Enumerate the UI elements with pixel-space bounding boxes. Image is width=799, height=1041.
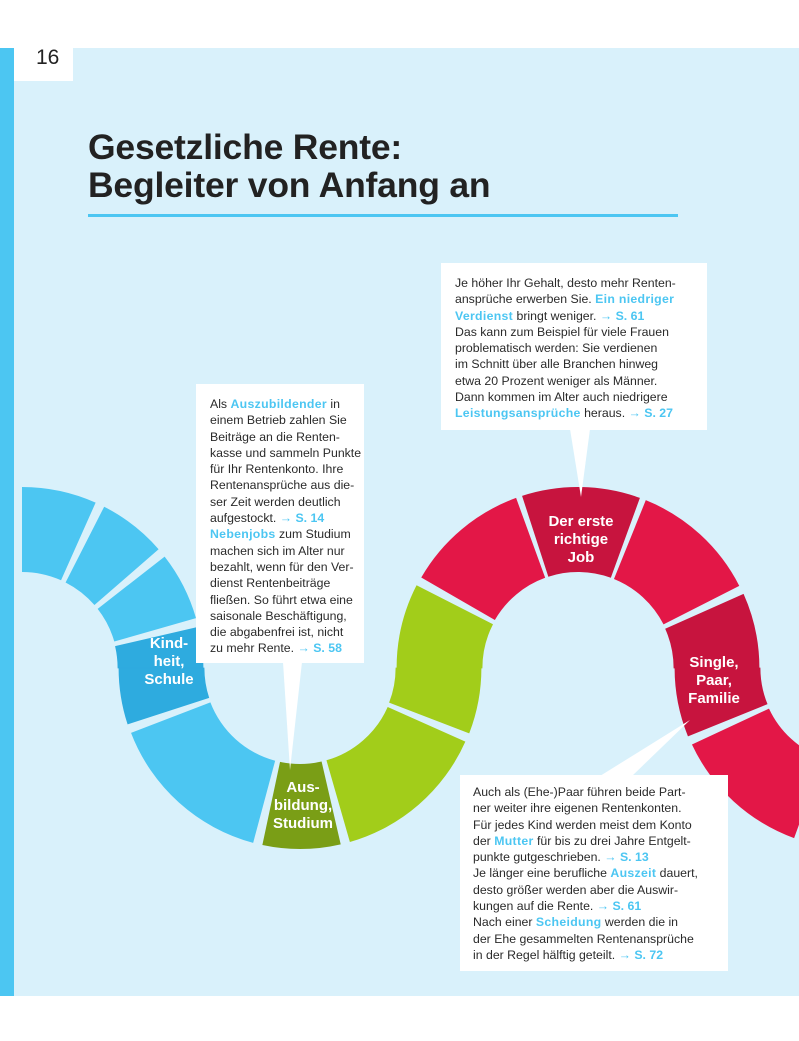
segment-label-line: Kind- <box>149 635 189 652</box>
highlighted-term: Ein niedriger <box>595 292 675 307</box>
segment-label-line: Job <box>567 549 595 566</box>
info-box-gehalt: Je höher Ihr Gehalt, desto mehr Renten- ansprüche erwerben Sie. Ein niedriger Verdienst bringt weniger. → S. 61 Das kann zum Beispiel für viele Frauen problematisch werden: Sie verdienen im Schnitt über alle Branchen hinweg etwa 20 Prozent weniger als Männer. Dann kommen im Alter auch niedrigere Leistungsansprüche heraus. → S. 27 <box>441 263 707 430</box>
segment-label-line: Aus- <box>286 779 320 796</box>
segment-label-line: Studium <box>273 815 333 832</box>
page-reference-link[interactable]: → S. 14 <box>279 511 325 526</box>
segment-label-line: heit, <box>153 653 185 670</box>
segment-label-line: richtige <box>553 531 609 548</box>
info-box-ausbildung: Als Auszubildender in einem Betrieb zahlen Sie Beiträge an die Renten- kasse und sammeln Punkte für Ihr Rentenkonto. Ihre Rentenansprüche aus die- ser Zeit werden deutlich aufgestockt. → S. 14 Nebenjobs zum Studium machen sich im Alter nur bezahlt, wenn für den Ver- dienst Rentenbeiträge fließen. So führt etwa eine saisonale Beschäftigung, die abgabenfrei ist, nicht zu mehr Rente. → S. 58 <box>196 384 364 663</box>
page-number: 16 <box>14 48 73 81</box>
info-box-familie: Auch als (Ehe-)Paar führen beide Part- ner weiter ihre eigenen Rentenkonten. Für jedes Kind werden meist dem Konto der Mutter für bis zu drei Jahre Entgelt- punkte gutgeschrieben. → S. 13 Je länger eine berufliche Auszeit dauert, desto größer werden aber die Auswir- kungen auf die Rente. → S. 61 Nach einer Scheidung werden die in der Ehe gesammelten Rentenansprüche in der Regel hälftig geteilt. → S. 72 <box>460 775 728 971</box>
segment-label-line: bildung, <box>273 797 333 814</box>
highlighted-term: Verdienst <box>455 308 514 323</box>
highlighted-term: Scheidung <box>535 915 602 930</box>
page-title-line-1: Gesetzliche Rente: <box>88 127 403 167</box>
segment-label-line: Paar, <box>696 672 732 689</box>
page-reference-link[interactable]: → S. 13 <box>604 850 649 865</box>
highlighted-term: Auszeit <box>610 866 657 881</box>
bubble-pointer-familie <box>600 720 690 776</box>
page-reference-link[interactable]: → S. 61 <box>599 308 645 323</box>
segment-label-line: Schule <box>144 671 194 688</box>
page-title-line-2: Begleiter von Anfang an <box>88 165 491 205</box>
page-reference-link[interactable]: → S. 72 <box>618 947 664 962</box>
segment-label <box>664 654 764 708</box>
segment-label <box>253 779 353 833</box>
highlighted-term: Nebenjobs <box>210 527 276 542</box>
page-reference-link[interactable]: → S. 27 <box>628 406 673 421</box>
page-reference-link[interactable]: → S. 58 <box>297 641 342 656</box>
segment-label <box>531 513 631 567</box>
highlighted-term: Mutter <box>494 833 534 848</box>
segment-label-line: Familie <box>688 690 740 707</box>
highlighted-term: Leistungsansprüche <box>455 406 581 421</box>
bubble-pointer-ausbildung <box>283 662 302 770</box>
bubble-pointer-gehalt <box>570 429 590 497</box>
segment-label-line: Single, <box>689 654 739 671</box>
page-reference-link[interactable]: → S. 61 <box>596 899 642 914</box>
highlighted-term: Auszubildender <box>230 397 327 411</box>
segment-label-line: Der erste <box>548 513 614 530</box>
